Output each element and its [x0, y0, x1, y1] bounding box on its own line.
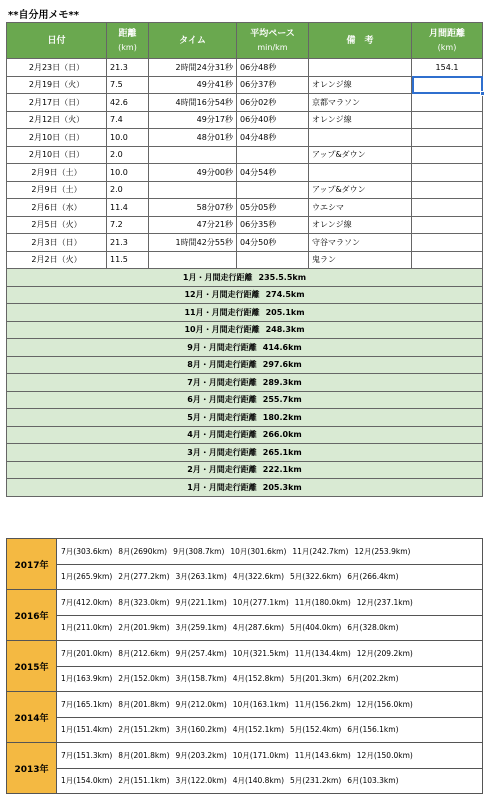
cell-time[interactable]: 49分41秒 [149, 76, 237, 94]
header-time[interactable]: タイム [149, 23, 237, 59]
header-pace-unit: min/km [257, 42, 288, 52]
month-distance: 3月(160.2km) [175, 725, 227, 735]
year-label[interactable]: 2017年 [7, 539, 57, 590]
monthly-total-cell[interactable] [7, 356, 483, 374]
month-distance: 5月(404.0km) [290, 623, 342, 633]
monthly-total-cell[interactable] [7, 339, 483, 357]
month-distance: 9月(308.7km) [173, 546, 225, 556]
cell-time[interactable]: 48分01秒 [149, 129, 237, 147]
monthly-total-value: 180.2km [262, 412, 302, 422]
cell-time[interactable]: 58分07秒 [149, 199, 237, 217]
year-label[interactable]: 2014年 [7, 692, 57, 743]
month-distance: 8月(212.6km) [118, 648, 170, 658]
cell-distance[interactable]: 10.0 [107, 129, 149, 147]
monthly-total-value: 235.5.5km [258, 272, 307, 282]
monthly-total-cell[interactable] [7, 304, 483, 322]
header-monthly-label: 月間距離 [428, 28, 465, 39]
month-distance: 12月(253.9km) [354, 546, 411, 556]
month-distance: 4月(287.6km) [232, 623, 284, 633]
month-distance: 11月(134.4km) [294, 648, 351, 658]
monthly-total-label: 5月・月間走行距離 [187, 412, 257, 422]
table-row [7, 129, 483, 147]
header-pace-label: 平均ペース [250, 28, 295, 39]
monthly-total-value: 414.6km [262, 342, 302, 352]
cell-time[interactable]: 1時間42分55秒 [149, 234, 237, 252]
cell-monthly[interactable] [412, 251, 483, 269]
table-row [7, 146, 483, 164]
cell-pace[interactable]: 05分05秒 [237, 199, 309, 217]
cell-note[interactable] [309, 59, 412, 77]
cell-note[interactable]: 京都マラソン [309, 94, 412, 112]
month-distance: 5月(322.6km) [290, 572, 342, 582]
table-row [7, 181, 483, 199]
monthly-total-cell[interactable] [7, 479, 483, 497]
cell-monthly[interactable] [412, 94, 483, 112]
month-distance: 12月(209.2km) [356, 648, 413, 658]
month-distance: 12月(237.1km) [356, 597, 413, 607]
cell-note[interactable] [309, 129, 412, 147]
month-distance: 9月(212.0km) [175, 699, 227, 709]
header-distance[interactable] [107, 23, 149, 59]
month-distance: 9月(257.4km) [175, 648, 227, 658]
month-distance: 6月(202.2km) [347, 674, 399, 684]
month-distance: 3月(158.7km) [175, 674, 227, 684]
monthly-distances-cell[interactable] [57, 539, 483, 565]
monthly-total-label: 6月・月間走行距離 [187, 395, 257, 405]
month-distance: 6月(103.3km) [347, 776, 399, 786]
cell-distance[interactable]: 21.3 [107, 59, 149, 77]
run-log-table [6, 22, 483, 497]
cell-pace[interactable] [237, 181, 309, 199]
cell-distance[interactable]: 11.5 [107, 251, 149, 269]
month-distance: 8月(323.0km) [118, 597, 170, 607]
month-distance: 2月(151.2km) [118, 725, 170, 735]
month-distance: 4月(152.8km) [232, 674, 284, 684]
cell-date[interactable]: 2月23日（日） [7, 59, 107, 77]
cell-time[interactable]: 2時間24分31秒 [149, 59, 237, 77]
month-distance: 3月(259.1km) [175, 623, 227, 633]
monthly-distances-cell[interactable] [57, 768, 483, 794]
cell-monthly[interactable] [412, 164, 483, 182]
monthly-total-cell[interactable] [7, 269, 483, 287]
monthly-total-row [7, 391, 483, 409]
cell-monthly[interactable] [412, 234, 483, 252]
yearly-row [7, 615, 483, 641]
cell-distance[interactable]: 11.4 [107, 199, 149, 217]
monthly-distances-cell[interactable] [57, 666, 483, 692]
yearly-row [7, 539, 483, 565]
monthly-total-row [7, 339, 483, 357]
monthly-total-value: 289.3km [262, 377, 302, 387]
monthly-distances-cell[interactable] [57, 564, 483, 590]
monthly-total-row [7, 374, 483, 392]
month-distance: 11月(143.6km) [294, 750, 351, 760]
monthly-total-label: 9月・月間走行距離 [187, 342, 257, 352]
monthly-distances-cell[interactable] [57, 590, 483, 616]
cell-date[interactable]: 2月10日（日） [7, 146, 107, 164]
cell-pace[interactable] [237, 146, 309, 164]
month-distance: 1月(265.9km) [61, 572, 113, 582]
monthly-total-value: 266.0km [262, 430, 302, 440]
cell-note[interactable]: 鬼ラン [309, 251, 412, 269]
monthly-total-row [7, 321, 483, 339]
yearly-row [7, 743, 483, 769]
cell-date[interactable]: 2月9日（土） [7, 164, 107, 182]
monthly-total-label: 8月・月間走行距離 [187, 360, 257, 370]
table-row [7, 251, 483, 269]
month-distance: 4月(322.6km) [232, 572, 284, 582]
monthly-total-label: 1月・月間走行距離 [187, 482, 257, 492]
table-row [7, 164, 483, 182]
month-distance: 5月(231.2km) [290, 776, 342, 786]
monthly-distances-cell[interactable] [57, 692, 483, 718]
cell-distance[interactable]: 7.5 [107, 76, 149, 94]
cell-time[interactable]: 4時間16分54秒 [149, 94, 237, 112]
cell-time[interactable] [149, 251, 237, 269]
cell-note[interactable]: オレンジ線 [309, 216, 412, 234]
monthly-total-row [7, 479, 483, 497]
cell-date[interactable]: 2月17日（日） [7, 94, 107, 112]
month-distance: 8月(201.8km) [118, 699, 170, 709]
cell-distance[interactable]: 7.4 [107, 111, 149, 129]
cell-pace[interactable]: 04分54秒 [237, 164, 309, 182]
cell-pace[interactable]: 06分40秒 [237, 111, 309, 129]
monthly-total-label: 12月・月間走行距離 [184, 290, 260, 300]
cell-distance[interactable]: 42.6 [107, 94, 149, 112]
cell-distance[interactable]: 2.0 [107, 181, 149, 199]
table-row [7, 111, 483, 129]
yearly-summary-table [6, 538, 483, 794]
cell-time[interactable]: 47分21秒 [149, 216, 237, 234]
monthly-total-value: 255.7km [262, 395, 302, 405]
yearly-row [7, 641, 483, 667]
month-distance: 10月(171.0km) [232, 750, 289, 760]
month-distance: 1月(151.4km) [61, 725, 113, 735]
year-label[interactable]: 2013年 [7, 743, 57, 794]
monthly-total-value: 205.1km [265, 307, 305, 317]
month-distance: 1月(211.0km) [61, 623, 113, 633]
month-distance: 12月(150.0km) [356, 750, 413, 760]
month-distance: 3月(263.1km) [175, 572, 227, 582]
month-distance: 7月(201.0km) [61, 648, 113, 658]
year-label[interactable]: 2016年 [7, 590, 57, 641]
yearly-row [7, 768, 483, 794]
month-distance: 3月(122.0km) [175, 776, 227, 786]
month-distance: 10月(321.5km) [232, 648, 289, 658]
cell-note[interactable]: オレンジ線 [309, 111, 412, 129]
monthly-total-row [7, 409, 483, 427]
month-distance: 2月(151.1km) [118, 776, 170, 786]
monthly-total-row [7, 426, 483, 444]
month-distance: 11月(180.0km) [294, 597, 351, 607]
header-date[interactable]: 日付 [7, 23, 107, 59]
monthly-total-label: 11月・月間走行距離 [184, 307, 260, 317]
cell-pace[interactable]: 06分02秒 [237, 94, 309, 112]
month-distance: 7月(303.6km) [61, 546, 113, 556]
cell-monthly[interactable]: 154.1 [412, 59, 483, 77]
month-distance: 8月(201.8km) [118, 750, 170, 760]
cell-time[interactable]: 49分17秒 [149, 111, 237, 129]
cell-note[interactable] [309, 164, 412, 182]
monthly-total-label: 1月・月間走行距離 [182, 272, 253, 282]
table-row [7, 76, 483, 94]
month-distance: 7月(412.0km) [61, 597, 113, 607]
month-distance: 9月(221.1km) [175, 597, 227, 607]
month-distance: 5月(201.3km) [290, 674, 342, 684]
table-row [7, 94, 483, 112]
monthly-total-label: 2月・月間走行距離 [187, 465, 257, 475]
cell-pace[interactable]: 04分48秒 [237, 129, 309, 147]
cell-pace[interactable]: 06分35秒 [237, 216, 309, 234]
monthly-distances-cell[interactable] [57, 615, 483, 641]
monthly-total-cell[interactable] [7, 444, 483, 462]
monthly-total-row [7, 304, 483, 322]
cell-monthly[interactable] [412, 146, 483, 164]
yearly-row [7, 717, 483, 743]
table-row [7, 199, 483, 217]
monthly-total-value: 222.1km [262, 465, 302, 475]
monthly-total-cell[interactable] [7, 286, 483, 304]
monthly-total-cell[interactable] [7, 374, 483, 392]
monthly-total-label: 10月・月間走行距離 [184, 325, 260, 335]
month-distance: 12月(156.0km) [356, 699, 413, 709]
monthly-total-cell[interactable] [7, 461, 483, 479]
cell-date[interactable]: 2月6日（水） [7, 199, 107, 217]
monthly-total-label: 7月・月間走行距離 [187, 377, 257, 387]
cell-monthly[interactable] [412, 199, 483, 217]
cell-monthly[interactable] [412, 76, 483, 94]
month-distance: 6月(328.0km) [347, 623, 399, 633]
cell-note[interactable]: アップ&ダウン [309, 181, 412, 199]
cell-date[interactable]: 2月12日（火） [7, 111, 107, 129]
cell-note[interactable]: オレンジ線 [309, 76, 412, 94]
cell-note[interactable]: アップ&ダウン [309, 146, 412, 164]
monthly-total-cell[interactable] [7, 426, 483, 444]
cell-date[interactable]: 2月2日（火） [7, 251, 107, 269]
header-monthly-unit: (km) [437, 42, 457, 52]
cell-pace[interactable]: 06分37秒 [237, 76, 309, 94]
month-distance: 9月(203.2km) [175, 750, 227, 760]
monthly-total-row [7, 356, 483, 374]
month-distance: 2月(277.2km) [118, 572, 170, 582]
monthly-distances-cell[interactable] [57, 743, 483, 769]
cell-distance[interactable]: 10.0 [107, 164, 149, 182]
cell-pace[interactable]: 06分48秒 [237, 59, 309, 77]
month-distance: 8月(2690km) [118, 546, 168, 556]
monthly-total-label: 4月・月間走行距離 [187, 430, 257, 440]
month-distance: 4月(152.1km) [232, 725, 284, 735]
monthly-total-row [7, 444, 483, 462]
yearly-row [7, 692, 483, 718]
cell-note[interactable]: ウエシマ [309, 199, 412, 217]
month-distance: 11月(242.7km) [292, 546, 349, 556]
month-distance: 1月(163.9km) [61, 674, 113, 684]
cell-time[interactable] [149, 181, 237, 199]
cell-note[interactable]: 守谷マラソン [309, 234, 412, 252]
month-distance: 10月(163.1km) [232, 699, 289, 709]
yearly-row [7, 666, 483, 692]
monthly-total-value: 248.3km [265, 325, 305, 335]
monthly-total-value: 205.3km [262, 482, 302, 492]
monthly-total-value: 274.5km [265, 290, 305, 300]
cell-date[interactable]: 2月3日（日） [7, 234, 107, 252]
cell-distance[interactable]: 21.3 [107, 234, 149, 252]
header-pace[interactable] [237, 23, 309, 59]
cell-pace[interactable]: 04分50秒 [237, 234, 309, 252]
cell-distance[interactable]: 7.2 [107, 216, 149, 234]
table-row [7, 216, 483, 234]
yearly-row [7, 564, 483, 590]
year-label[interactable]: 2015年 [7, 641, 57, 692]
month-distance: 5月(152.4km) [290, 725, 342, 735]
table-header-row [7, 23, 483, 59]
month-distance: 10月(301.6km) [230, 546, 287, 556]
monthly-total-label: 3月・月間走行距離 [187, 447, 257, 457]
month-distance: 2月(152.0km) [118, 674, 170, 684]
month-distance: 6月(266.4km) [347, 572, 399, 582]
monthly-distances-cell[interactable] [57, 717, 483, 743]
month-distance: 2月(201.9km) [118, 623, 170, 633]
cell-monthly[interactable] [412, 216, 483, 234]
header-note[interactable]: 備 考 [309, 23, 412, 59]
monthly-total-cell[interactable] [7, 409, 483, 427]
cell-fill-handle[interactable] [480, 91, 485, 96]
month-distance: 1月(154.0km) [61, 776, 113, 786]
month-distance: 6月(156.1km) [347, 725, 399, 735]
cell-date[interactable]: 2月10日（日） [7, 129, 107, 147]
month-distance: 10月(277.1km) [232, 597, 289, 607]
month-distance: 11月(156.2km) [294, 699, 351, 709]
table-row [7, 234, 483, 252]
month-distance: 7月(151.3km) [61, 750, 113, 760]
cell-date[interactable]: 2月5日（火） [7, 216, 107, 234]
cell-time[interactable]: 49分00秒 [149, 164, 237, 182]
cell-date[interactable]: 2月9日（土） [7, 181, 107, 199]
monthly-total-row [7, 461, 483, 479]
cell-pace[interactable] [237, 251, 309, 269]
monthly-total-row [7, 286, 483, 304]
table-row [7, 59, 483, 77]
cell-distance[interactable]: 2.0 [107, 146, 149, 164]
month-distance: 7月(165.1km) [61, 699, 113, 709]
monthly-total-row [7, 269, 483, 287]
memo-title: **自分用メモ** [8, 10, 79, 21]
monthly-total-cell[interactable] [7, 391, 483, 409]
header-distance-unit: (km) [118, 42, 137, 52]
monthly-total-value: 297.6km [262, 360, 302, 370]
header-distance-label: 距離 [118, 28, 137, 39]
monthly-total-value: 265.1km [262, 447, 302, 457]
month-distance: 4月(140.8km) [232, 776, 284, 786]
cell-monthly[interactable] [412, 181, 483, 199]
cell-monthly[interactable] [412, 129, 483, 147]
cell-date[interactable]: 2月19日（火） [7, 76, 107, 94]
cell-time[interactable] [149, 146, 237, 164]
yearly-row [7, 590, 483, 616]
monthly-distances-cell[interactable] [57, 641, 483, 667]
header-monthly[interactable] [412, 23, 483, 59]
cell-monthly[interactable] [412, 111, 483, 129]
monthly-total-cell[interactable] [7, 321, 483, 339]
